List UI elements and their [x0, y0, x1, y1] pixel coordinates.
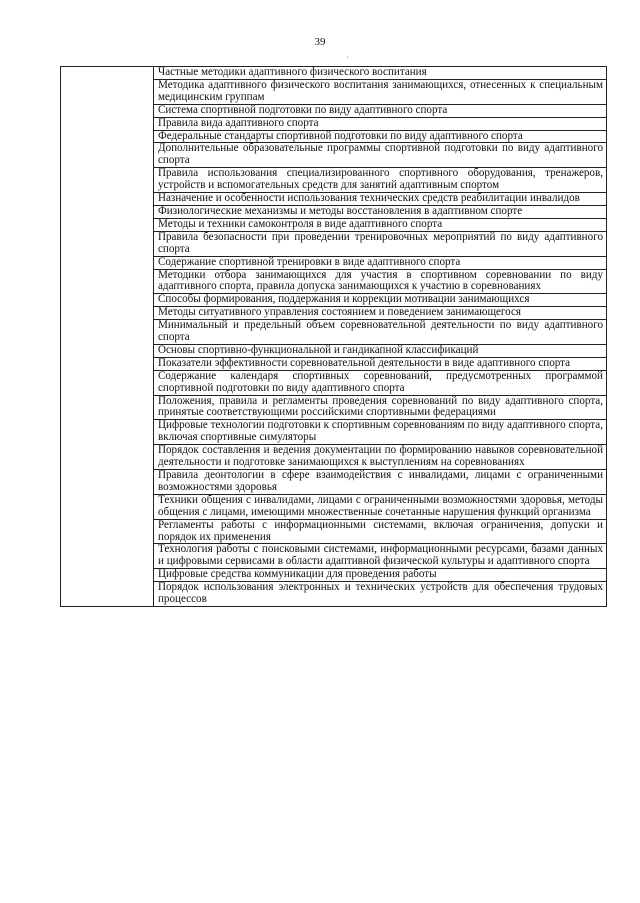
knowledge-item: Методики отбора занимающихся для участия в спортивном соревновании по виду адаптивного спорта, правила допуска занимающихся к участию в соревнованиях: [154, 269, 607, 294]
knowledge-item: Методы ситуативного управления состоянием и поведением занимающегося: [154, 307, 607, 320]
knowledge-item: Система спортивной подготовки по виду адаптивного спорта: [154, 104, 607, 117]
knowledge-item: Положения, правила и регламенты проведения соревнований по виду адаптивного спорта, принятые соответствующими российскими спортивными федерациями: [154, 395, 607, 420]
knowledge-item: Цифровые средства коммуникации для проведения работы: [154, 569, 607, 582]
knowledge-item: Содержание спортивной тренировки в виде адаптивного спорта: [154, 256, 607, 269]
knowledge-item: Методы и техники самоконтроля в виде адаптивного спорта: [154, 218, 607, 231]
knowledge-item: Техники общения с инвалидами, лицами с ограниченными возможностями здоровья, методы общения с лицами, имеющими множественные сочетанные нарушения функций организма: [154, 494, 607, 519]
knowledge-item: Частные методики адаптивного физического воспитания: [154, 67, 607, 80]
knowledge-item: Способы формирования, поддержания и коррекции мотивации занимающихся: [154, 294, 607, 307]
knowledge-item: Показатели эффективности соревновательной деятельности в виде адаптивного спорта: [154, 357, 607, 370]
knowledge-item: Дополнительные образовательные программы спортивной подготовки по виду адаптивного спорта: [154, 143, 607, 168]
knowledge-table: [60, 66, 607, 607]
knowledge-item: Правила деонтологии в сфере взаимодействия с инвалидами, лицами с ограниченными возможностями здоровья: [154, 470, 607, 495]
knowledge-item: Регламенты работы с информационными системами, включая ограничения, допуски и порядок их применения: [154, 519, 607, 544]
knowledge-item: Физиологические механизмы и методы восстановления в адаптивном спорте: [154, 205, 607, 218]
knowledge-item: Минимальный и предельный объем соревновательной деятельности по виду адаптивного спорта: [154, 320, 607, 345]
knowledge-item: Методика адаптивного физического воспитания занимающихся, отнесенных к специальным медицинским группам: [154, 79, 607, 104]
knowledge-item: Назначение и особенности использования технических средств реабилитации инвалидов: [154, 193, 607, 206]
knowledge-item: Порядок использования электронных и технических устройств для обеспечения трудовых процессов: [154, 582, 607, 607]
knowledge-item: Цифровые технологии подготовки к спортивным соревнованиям по виду адаптивного спорта, включая спортивные симуляторы: [154, 420, 607, 445]
knowledge-item: Правила безопасности при проведении тренировочных мероприятий по виду адаптивного спорта: [154, 231, 607, 256]
empty-left-column: [61, 67, 154, 607]
page-number: 39: [314, 36, 326, 48]
table-row: [61, 67, 607, 80]
knowledge-item: Основы спортивно-функциональной и гандикапной классификаций: [154, 344, 607, 357]
knowledge-item: Правила использования специализированного спортивного оборудования, тренажеров, устройств и вспомогательных средств для занятий адаптивным спортом: [154, 168, 607, 193]
scan-mark: ,: [347, 53, 349, 59]
knowledge-item: Федеральные стандарты спортивной подготовки по виду адаптивного спорта: [154, 130, 607, 143]
knowledge-item: Порядок составления и ведения документации по формированию навыков соревновательной деятельности и подготовке занимающихся к выступлениям на соревнованиях: [154, 445, 607, 470]
knowledge-item: Технология работы с поисковыми системами, информационными ресурсами, базами данных и цифровыми сервисами в области адаптивной физической культуры и адаптивного спорта: [154, 544, 607, 569]
knowledge-item: Содержание календаря спортивных соревнований, предусмотренных программой спортивной подготовки по виду адаптивного спорта: [154, 370, 607, 395]
knowledge-item: Правила вида адаптивного спорта: [154, 117, 607, 130]
